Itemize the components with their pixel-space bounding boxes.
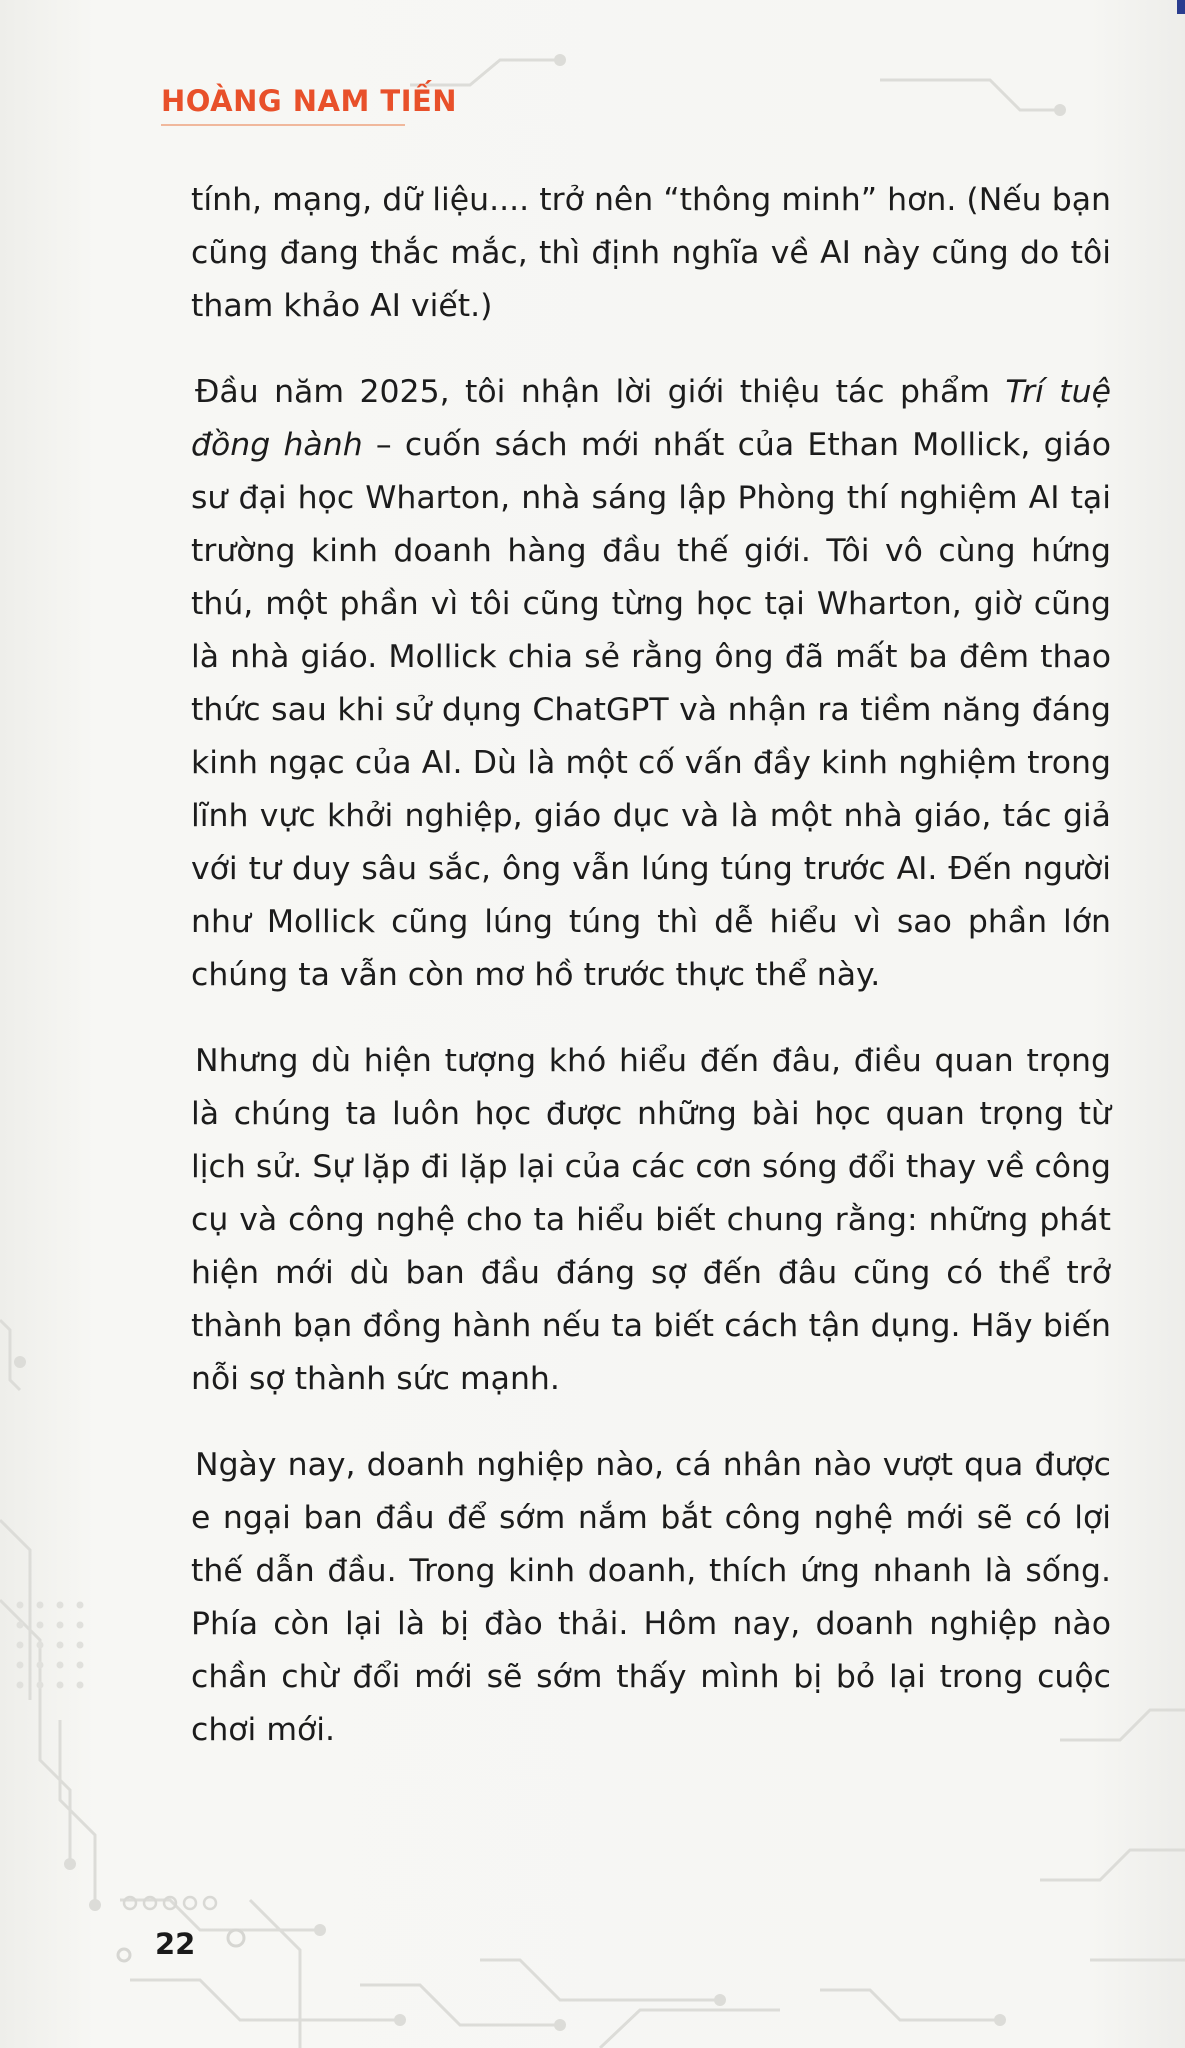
paragraph-2 xyxy=(191,366,1111,1002)
paragraph-3-text: Nhưng dù hiện tượng khó hiểu đến đâu, điều quan trọng là chúng ta luôn học được những bài học quan trọng từ lịch sử. Sự lặp đi lặp lại của các cơn sóng đổi thay về công cụ và công nghệ cho ta hiểu biết chung rằng: những phát hiện mới dù ban đầu đáng sợ đến đâu cũng có thể trở thành bạn đồng hành nếu ta biết cách tận dụng. Hãy biến nỗi sợ thành sức mạnh. xyxy=(191,1043,1111,1397)
body-text xyxy=(191,174,1111,1790)
book-title-italic: Trí tuệ đồng hành xyxy=(191,374,1111,463)
paragraph-2-text-a: Đầu năm 2025, tôi nhận lời giới thiệu tác phẩm xyxy=(195,374,1006,410)
paragraph-4-text: Ngày nay, doanh nghiệp nào, cá nhân nào vượt qua được e ngại ban đầu để sớm nắm bắt công nghệ mới sẽ có lợi thế dẫn đầu. Trong kinh doanh, thích ứng nhanh là sống. Phía còn lại là bị đào thải. Hôm nay, doanh nghiệp nào chần chừ đổi mới sẽ sớm thấy mình bị bỏ lại trong cuộc chơi mới. xyxy=(191,1447,1111,1748)
paragraph-3 xyxy=(191,1035,1111,1406)
page-number: 22 xyxy=(155,1927,196,1961)
paragraph-1-text: tính, mạng, dữ liệu.... trở nên “thông minh” hơn. (Nếu bạn cũng đang thắc mắc, thì định nghĩa về AI này cũng do tôi tham khảo AI viết.) xyxy=(191,182,1111,324)
paragraph-2-text-b: – cuốn sách mới nhất của Ethan Mollick, giáo sư đại học Wharton, nhà sáng lập Phòng thí nghiệm AI tại trường kinh doanh hàng đầu thế giới. Tôi vô cùng hứng thú, một phần vì tôi cũng từng học tại Wharton, giờ cũng là nhà giáo. Mollick chia sẻ rằng ông đã mất ba đêm thao thức sau khi sử dụng ChatGPT và nhận ra tiềm năng đáng kinh ngạc của AI. Dù là một cố vấn đầy kinh nghiệm trong lĩnh vực khởi nghiệp, giáo dục và là một nhà giáo, tác giả với tư duy sâu sắc, ông vẫn lúng túng trước AI. Đến người như Mollick cũng lúng túng thì dễ hiểu vì sao phần lớn chúng ta vẫn còn mơ hồ trước thực thể này. xyxy=(191,427,1111,993)
corner-mark-decoration xyxy=(1177,0,1185,14)
paragraph-1 xyxy=(191,174,1111,333)
running-head-underline xyxy=(161,124,405,126)
paragraph-4 xyxy=(191,1439,1111,1757)
running-head-author: HOÀNG NAM TIẾN xyxy=(161,84,458,118)
